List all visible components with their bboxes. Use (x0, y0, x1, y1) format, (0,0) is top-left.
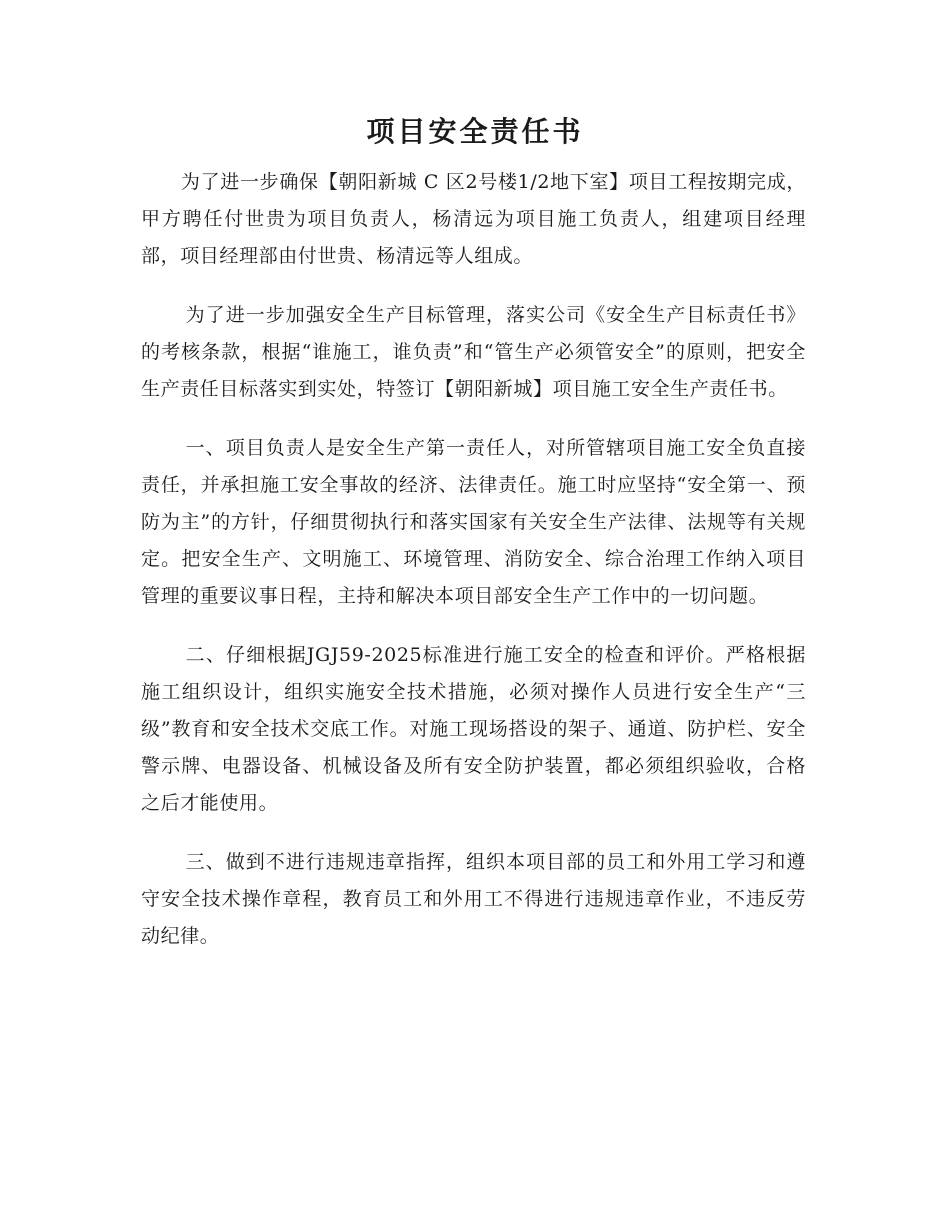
paragraph-clause-2: 二、仔细根据JGJ59-2025标准进行施工安全的检查和评价。严格根据施工组织设计，组织实施安全技术措施，必须对操作人员进行安全生产“三级”教育和安全技术交底工作。对施工现场搭设的架子、通道、防护栏、安全警示牌、电器设备、机械设备及所有安全防护装置，都必须组织验收，合格之后才能使用。 (141, 644, 806, 814)
document-body (141, 164, 806, 977)
paragraph-intro: 为了进一步确保【朝阳新城 C 区2号楼1/2地下室】项目工程按期完成，甲方聘任付世贵为项目负责人，杨清远为项目施工负责人，组建项目经理部，项目经理部由付世贵、杨清远等人组成。 (141, 171, 806, 267)
document-title: 项目安全责任书 (366, 115, 584, 148)
paragraph-purpose: 为了进一步加强安全生产目标管理，落实公司《安全生产目标责任书》的考核条款，根据“谁施工，谁负责”和“管生产必须管安全”的原则，把安全生产责任目标落实到实处，特签订【朝阳新城】项目施工安全生产责任书。 (141, 304, 806, 400)
paragraph-clause-3: 三、做到不进行违规违章指挥，组织本项目部的员工和外用工学习和遵守安全技术操作章程，教育员工和外用工不得进行违规违章作业，不违反劳动纪律。 (141, 851, 806, 947)
paragraph-clause-1: 一、项目负责人是安全生产第一责任人，对所管辖项目施工安全负直接责任，并承担施工安全事故的经济、法律责任。施工时应坚持“安全第一、预防为主”的方针，仔细贯彻执行和落实国家有关安全生产法律、法规等有关规定。把安全生产、文明施工、环境管理、消防安全、综合治理工作纳入项目管理的重要议事日程，主持和解决本项目部安全生产工作中的一切问题。 (141, 437, 806, 607)
